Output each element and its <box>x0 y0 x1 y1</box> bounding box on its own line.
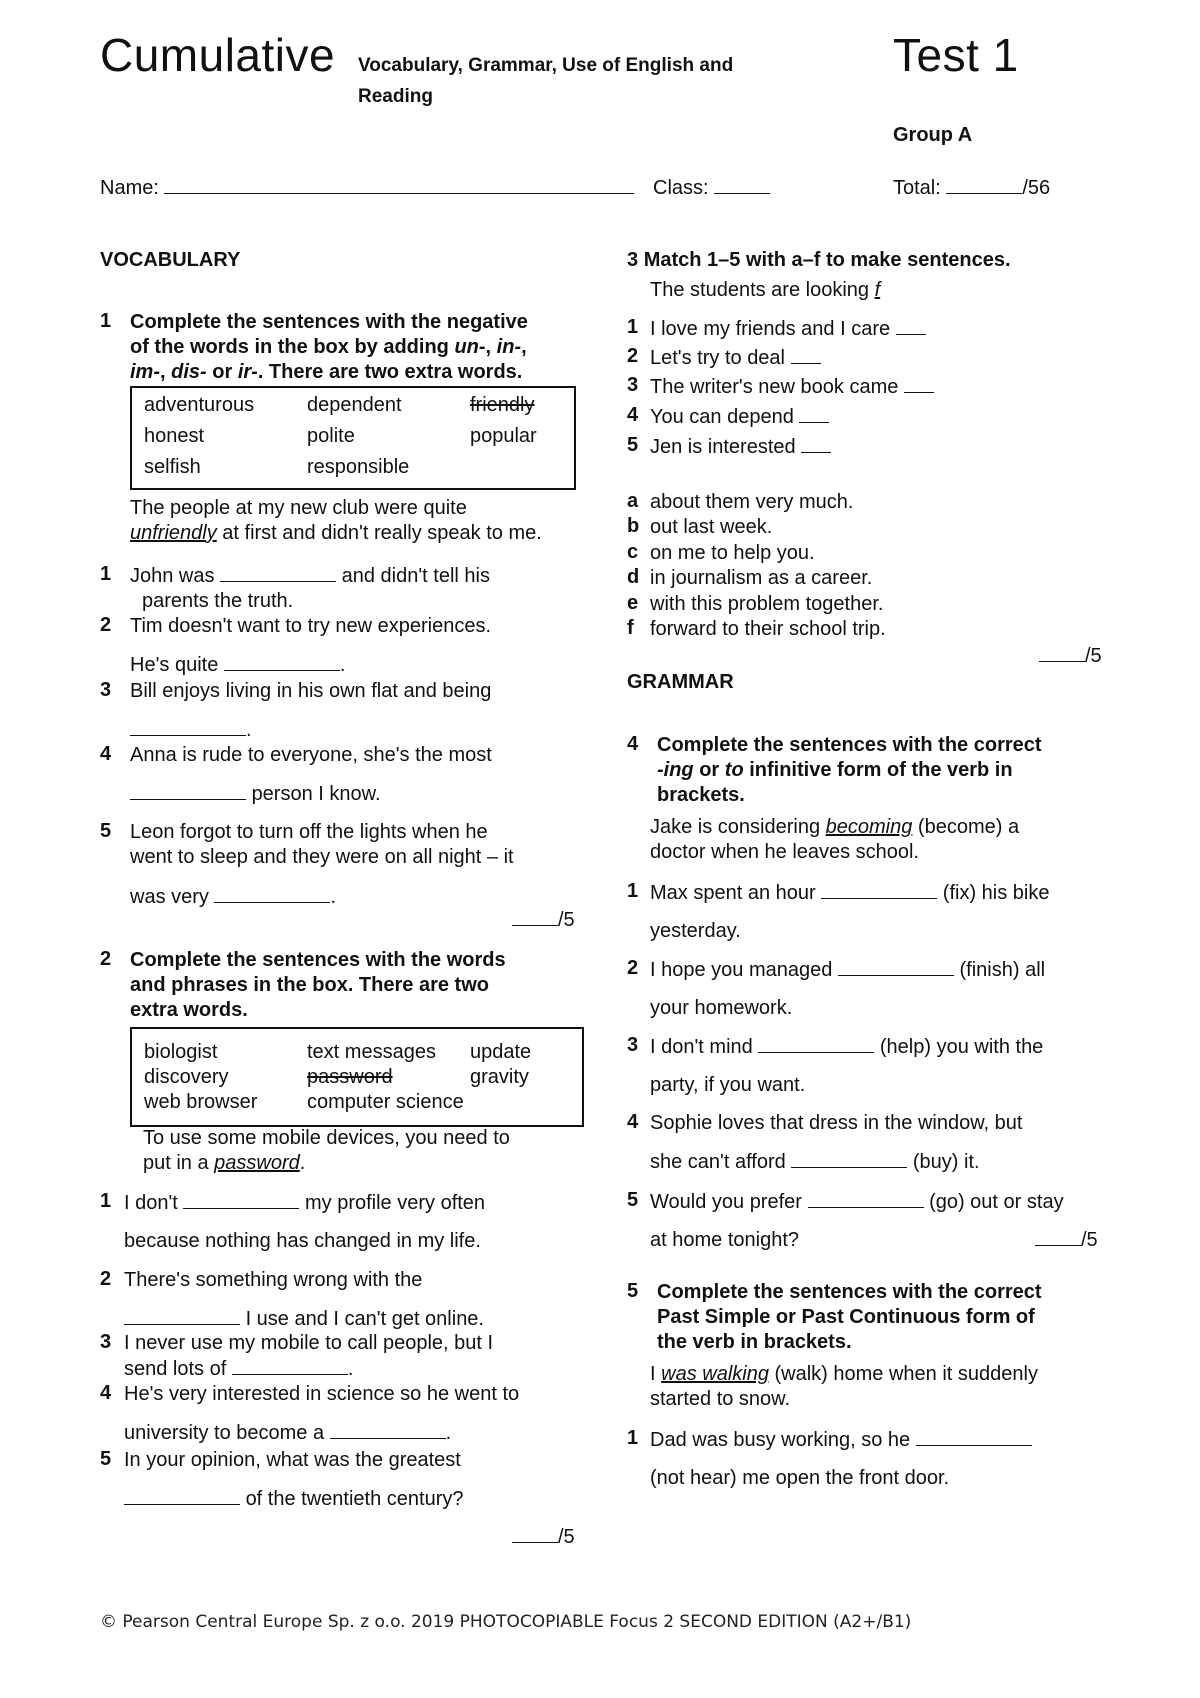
list-item: Max spent an hour (fix) his bike yesterday. <box>650 882 1050 942</box>
option-item: out last week. <box>650 516 773 538</box>
box-word: responsible <box>307 456 410 478</box>
answer-blank[interactable] <box>801 434 831 453</box>
box-word: dependent <box>307 394 402 416</box>
list-item: Leon forgot to turn off the lights when he went to sleep and they were on all night – it was very . <box>130 821 514 908</box>
list-item: There's something wrong with the I use and I can't get online. <box>124 1269 484 1330</box>
option-item: forward to their school trip. <box>650 618 886 640</box>
box-word: update <box>470 1041 532 1063</box>
list-item: In your opinion, what was the greatest of the twentieth century? <box>124 1449 464 1510</box>
answer-blank[interactable] <box>821 880 937 899</box>
box-word: biologist <box>144 1041 218 1063</box>
word-box <box>130 386 576 490</box>
box-word: popular <box>470 425 537 447</box>
box-word: web browser <box>144 1091 258 1113</box>
grammar-heading: GRAMMAR <box>627 671 734 693</box>
word-box <box>130 1027 584 1127</box>
answer-blank[interactable] <box>224 652 340 671</box>
list-item: Bill enjoys living in his own flat and being . <box>130 680 492 741</box>
exercise-number: 1 <box>100 310 112 332</box>
exercise-4-example: Jake is considering becoming (become) a doctor when he leaves school. <box>650 816 1020 863</box>
box-word: computer science <box>307 1091 464 1113</box>
list-item: Anna is rude to everyone, she's the most person I know. <box>130 744 492 805</box>
exercise-1-instructions: Complete the sentences with the negative of the words in the box by adding un-, in-, im-, dis- or ir-. There are two extra words. <box>130 311 528 383</box>
class-field[interactable]: Class: <box>653 175 770 201</box>
exercise-2-instructions: Complete the sentences with the words and phrases in the box. There are two extra words. <box>130 949 506 1021</box>
list-item: I don't my profile very often because nothing has changed in my life. <box>124 1192 486 1252</box>
list-item: Tim doesn't want to try new experiences. He's quite . <box>130 615 492 676</box>
total-line[interactable] <box>946 175 1022 194</box>
box-word-crossed: friendly <box>470 394 535 416</box>
name-line[interactable] <box>164 175 634 194</box>
vocabulary-heading: VOCABULARY <box>100 249 241 271</box>
list-item: Sophie loves that dress in the window, but she can't afford (buy) it. <box>650 1112 1023 1173</box>
list-item: I love my friends and I care <box>650 316 926 342</box>
list-item: John was and didn't tell his parents the truth. <box>130 565 490 612</box>
answer-blank[interactable] <box>232 1356 348 1375</box>
answer-blank[interactable] <box>808 1189 924 1208</box>
answer-blank[interactable] <box>124 1306 240 1325</box>
exercise-number: 4 <box>627 733 639 755</box>
answer-blank[interactable] <box>330 1420 446 1439</box>
answer-blank[interactable] <box>130 717 246 736</box>
list-item: Dad was busy working, so he (not hear) me open the front door. <box>650 1427 1120 1491</box>
list-item: Jen is interested <box>650 434 831 460</box>
answer-blank[interactable] <box>838 957 954 976</box>
answer-blank[interactable] <box>220 563 336 582</box>
list-item: I don't mind (help) you with the party, if you want. <box>650 1036 1044 1096</box>
list-item: Let's try to deal <box>650 345 821 371</box>
answer-blank[interactable] <box>791 345 821 364</box>
test-subtitle: Vocabulary, Grammar, Use of English and Reading <box>358 55 734 107</box>
box-word: honest <box>144 425 205 447</box>
score-box: /5 <box>512 907 575 932</box>
copyright-footer: © Pearson Central Europe Sp. z o.o. 2019 PHOTOCOPIABLE Focus 2 SECOND EDITION (A2+/B1) <box>100 1612 912 1632</box>
box-word: discovery <box>144 1066 229 1088</box>
exercise-2-example: To use some mobile devices, you need to put in a password. <box>143 1127 510 1174</box>
exercise-3-example: The students are looking f <box>650 279 881 301</box>
exercise-3-instructions: 3 Match 1–5 with a–f to make sentences. <box>627 249 1011 271</box>
list-item: He's very interested in science so he went to university to become a . <box>124 1383 520 1444</box>
option-item: on me to help you. <box>650 542 815 564</box>
exercise-number: 2 <box>100 948 112 970</box>
total-field: Total: /56 <box>893 177 1051 199</box>
answer-blank[interactable] <box>791 1149 907 1168</box>
exercise-number: 5 <box>627 1280 639 1302</box>
option-item: about them very much. <box>650 491 854 513</box>
answer-blank[interactable] <box>130 781 246 800</box>
box-word: text messages <box>307 1041 436 1063</box>
answer-blank[interactable] <box>896 316 926 335</box>
list-item: The writer's new book came <box>650 374 934 400</box>
score-line[interactable] <box>512 907 558 926</box>
answer-blank[interactable] <box>758 1034 874 1053</box>
score-line[interactable] <box>1035 1227 1081 1246</box>
box-word: gravity <box>470 1066 529 1088</box>
test-title: Cumulative <box>100 29 336 81</box>
exercise-1-example: The people at my new club were quite unfriendly at first and didn't really speak to me. <box>130 497 542 544</box>
answer-blank[interactable] <box>183 1190 299 1209</box>
box-word: polite <box>307 425 355 447</box>
score-box: /5 <box>1039 643 1102 668</box>
score-box: /5 <box>1035 1227 1098 1252</box>
option-item: in journalism as a career. <box>650 567 873 589</box>
option-item: with this problem together. <box>650 593 884 615</box>
exercise-5-instructions: Complete the sentences with the correct Past Simple or Past Continuous form of the verb in brackets. <box>657 1281 1042 1353</box>
score-line[interactable] <box>1039 643 1085 662</box>
exercise-4-instructions: Complete the sentences with the correct -ing or to infinitive form of the verb in brackets. <box>657 734 1042 806</box>
answer-blank[interactable] <box>799 404 829 423</box>
list-item: I hope you managed (finish) all your homework. <box>650 959 1046 1019</box>
class-line[interactable] <box>714 175 770 194</box>
test-number: Test 1 <box>893 29 1019 81</box>
score-line[interactable] <box>512 1524 558 1543</box>
score-box: /5 <box>512 1524 575 1549</box>
answer-blank[interactable] <box>916 1427 1032 1446</box>
list-item: Would you prefer (go) out or stay at home tonight? <box>650 1191 1064 1251</box>
list-item: You can depend <box>650 404 829 430</box>
list-item: I never use my mobile to call people, but I send lots of . <box>124 1332 494 1380</box>
box-word-crossed: password <box>307 1066 393 1088</box>
answer-blank[interactable] <box>904 374 934 393</box>
box-word: selfish <box>144 456 201 478</box>
name-field[interactable]: Name: <box>100 175 634 201</box>
box-word: adventurous <box>144 394 255 416</box>
exercise-5-example: I was walking (walk) home when it suddenly started to snow. <box>650 1363 1038 1410</box>
answer-blank[interactable] <box>214 884 330 903</box>
answer-blank[interactable] <box>124 1486 240 1505</box>
group-label: Group A <box>893 124 973 146</box>
